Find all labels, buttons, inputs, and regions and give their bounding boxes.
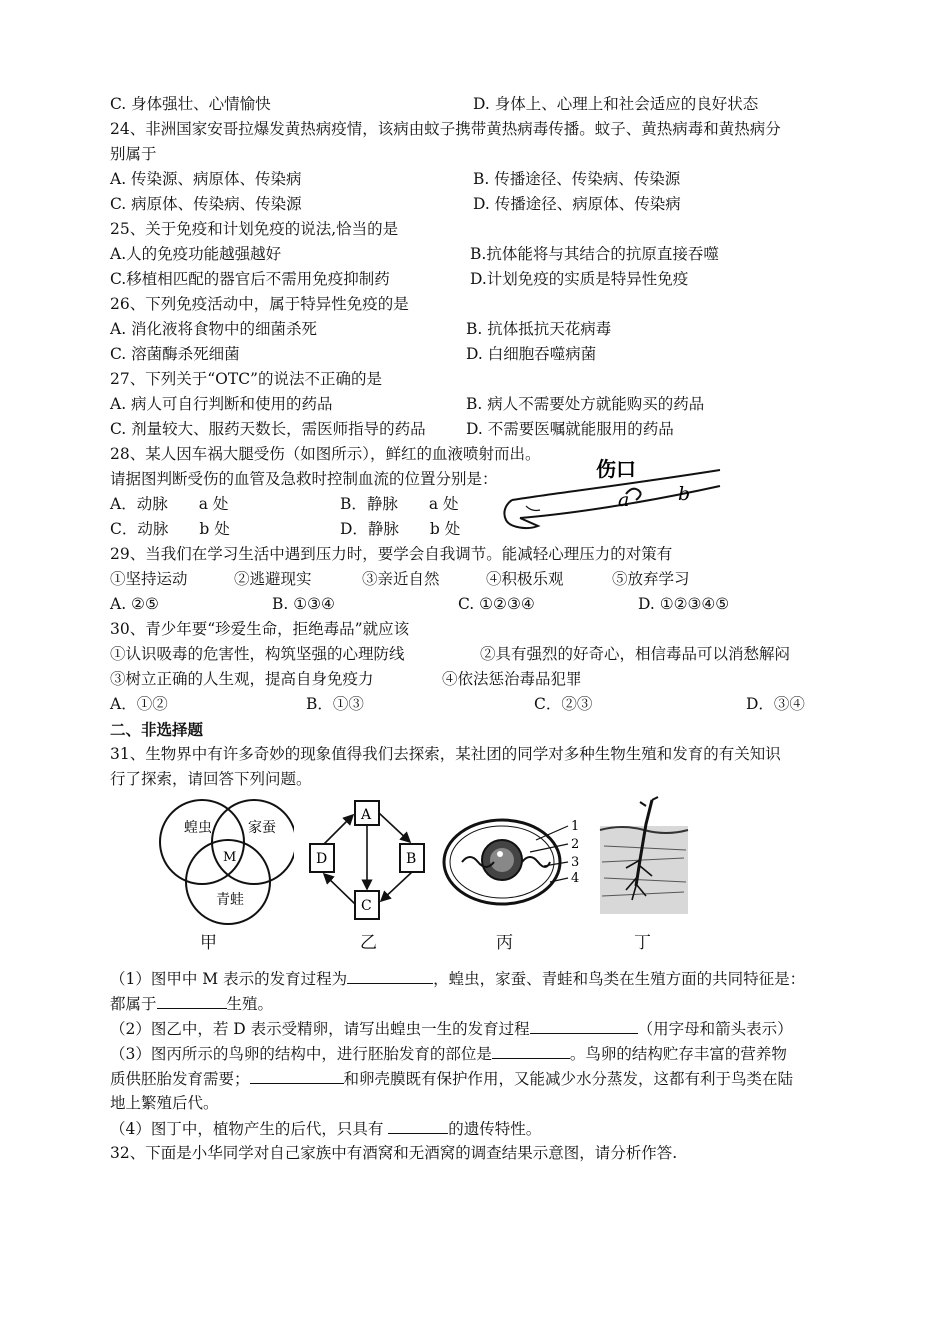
q28-stem-2: 请据图判断受伤的血管及急救时控制血流的位置分别是：	[110, 470, 498, 488]
figure-yi	[300, 796, 440, 964]
node-c: C	[361, 898, 372, 914]
q31-stem-2: 行了探索，请回答下列问题。	[110, 770, 312, 788]
figure-bing-label: 丙	[496, 933, 513, 953]
q29-statement-2: ②逃避现实	[234, 570, 312, 588]
q28-option-d: D．静脉 b 处	[340, 520, 461, 538]
exam-page	[110, 92, 850, 1166]
q29-statement-4: ④积极乐观	[486, 570, 564, 588]
figure-jia	[154, 796, 294, 964]
venn-label-1: 蝗虫	[184, 820, 212, 836]
q29-statement-1: ①坚持运动	[110, 570, 188, 588]
q26-option-d: D. 白细胞吞噬病菌	[466, 345, 597, 363]
q30-statement-1: ①认识吸毒的危害性，构筑坚强的心理防线	[110, 645, 405, 663]
q26-stem: 26、下列免疫活动中，属于特异性免疫的是	[110, 295, 409, 313]
q28-option-a: A．动脉 a 处	[110, 495, 229, 513]
answer-blank-5[interactable]	[250, 1066, 344, 1084]
q26-option-b: B. 抗体抵抗天花病毒	[466, 320, 612, 338]
figure-yi-label: 乙	[360, 933, 377, 953]
q23-option-c: C. 身体强壮、心情愉快	[110, 95, 271, 113]
q30-stem: 30、青少年要“珍爱生命，拒绝毒品”就应该	[110, 620, 410, 638]
q31-sub2-text-b: （用字母和箭头表示）	[637, 1020, 793, 1038]
q27-option-b: B. 病人不需要处方就能购买的药品	[466, 395, 705, 413]
q25-stem: 25、关于免疫和计划免疫的说法,恰当的是	[110, 220, 399, 238]
q31-sub3-line3: 地上繁殖后代。	[110, 1094, 219, 1112]
answer-blank-2[interactable]	[157, 991, 227, 1009]
q31-sub2-text-a: （2）图乙中，若 D 表示受精卵，请写出蝗虫一生的发育过程	[110, 1020, 530, 1038]
q24-option-b: B. 传播途径、传染病、传染源	[473, 170, 681, 188]
answer-blank-1[interactable]	[347, 966, 433, 984]
answer-blank-3[interactable]	[530, 1016, 638, 1034]
q25-option-b: B.抗体能将与其结合的抗原直接吞噬	[470, 245, 719, 263]
q31-sub1-text-b: ，蝗虫，家蚕、青蛙和鸟类在生殖方面的共同特征是：	[433, 970, 806, 988]
q29-statement-5: ⑤放弃学习	[612, 570, 690, 588]
q31-sub4-text-a: （4）图丁中，植物产生的后代，只具有	[110, 1120, 389, 1138]
q30-option-b: B．①③	[306, 695, 364, 713]
q30-option-c: C．②③	[534, 695, 593, 713]
q24-options-ab	[110, 167, 850, 192]
q31-sub1-line2	[110, 991, 850, 1016]
q30-option-d: D．③④	[746, 695, 805, 713]
q30-statement-2: ②具有强烈的好奇心，相信毒品可以消愁解闷	[480, 645, 791, 663]
q30-statements-12	[110, 642, 850, 667]
egg-label-3: 3	[571, 855, 580, 870]
bird-egg-diagram	[440, 796, 590, 926]
q28-options-cd	[110, 517, 850, 542]
q31-stem: 31、生物界中有许多奇妙的现象值得我们去探索，某社团的同学对多种生物生殖和发育的有关知识	[110, 745, 781, 763]
q30-options	[110, 692, 850, 717]
q31-sub3-text-b: 。鸟卵的结构贮存丰富的营养物	[569, 1045, 787, 1063]
q29-option-c: C. ①②③④	[458, 595, 535, 613]
venn-label-3: 青蛙	[216, 892, 244, 908]
node-a: A	[361, 807, 372, 823]
q31-sub1-text-a: （1）图甲中 M 表示的发育过程为	[110, 970, 348, 988]
q28-options-ab	[110, 492, 850, 517]
q31-sub3-line2	[110, 1066, 850, 1091]
q27-option-a: A. 病人可自行判断和使用的药品	[110, 395, 333, 413]
section-heading: 二、非选择题	[110, 720, 204, 739]
q28-option-b: B．静脉 a 处	[340, 495, 459, 513]
q23-option-d: D. 身体上、心理上和社会适应的良好状态	[473, 95, 759, 113]
leg-drawing	[498, 442, 728, 537]
q27-option-c: C. 剂量较大、服药天数长，需医师指导的药品	[110, 420, 426, 438]
q31-sub1-text-c: 都属于	[110, 995, 157, 1013]
q32-stem: 32、下面是小华同学对自己家族中有酒窝和无酒窝的调查结果示意图，请分析作答.	[110, 1144, 678, 1162]
q24-option-c: C. 病原体、传染病、传染源	[110, 195, 302, 213]
venn-center: M	[223, 850, 237, 865]
q23-options-cd	[110, 92, 850, 117]
plant-cutting-image	[596, 796, 692, 926]
q29-option-a: A. ②⑤	[110, 595, 159, 613]
venn-diagram	[154, 796, 294, 926]
q24-option-a: A. 传染源、病原体、传染病	[110, 170, 302, 188]
q29-option-d: D. ①②③④⑤	[638, 595, 730, 613]
q31-sub4-line	[110, 1116, 850, 1141]
q31-sub4-text-b: 的遗传特性。	[448, 1120, 542, 1138]
q31-sub3-text-d: 和卵壳膜既有保护作用，又能减少水分蒸发，这都有利于鸟类在陆	[343, 1070, 794, 1088]
q31-sub2-line	[110, 1016, 850, 1041]
q29-option-b: B. ①③④	[272, 595, 335, 613]
node-d: D	[316, 851, 328, 867]
cycle-diagram	[300, 796, 440, 926]
q24-stem: 24、非洲国家安哥拉爆发黄热病疫情，该病由蚊子携带黄热病毒传播。蚊子、黄热病毒和黄热病分	[110, 120, 781, 138]
q31-sub3-text-a: （3）图丙所示的鸟卵的结构中，进行胚胎发育的部位是	[110, 1045, 492, 1063]
egg-label-1: 1	[571, 819, 580, 834]
egg-label-4: 4	[571, 871, 580, 886]
venn-label-2: 家蚕	[248, 820, 276, 836]
q25-option-c: C.移植相匹配的器官后不需用免疫抑制药	[110, 270, 390, 288]
q27-stem: 27、下列关于“OTC”的说法不正确的是	[110, 370, 382, 388]
q31-sub3-text-c: 质供胚胎发育需要；	[110, 1070, 250, 1088]
figure-ding	[596, 796, 692, 964]
q29-statements	[110, 567, 850, 592]
figure-ding-label: 丁	[634, 933, 651, 953]
q24-options-cd	[110, 192, 850, 217]
q26-options-ab	[110, 317, 850, 342]
q25-options-ab	[110, 242, 850, 267]
q26-option-c: C. 溶菌酶杀死细菌	[110, 345, 240, 363]
q30-statements-34	[110, 667, 850, 692]
q31-sub1-line1	[110, 966, 850, 991]
q29-statement-3: ③亲近自然	[362, 570, 440, 588]
node-b: B	[406, 851, 417, 867]
q27-options-cd	[110, 417, 850, 442]
q28-option-c: C．动脉 b 处	[110, 520, 230, 538]
leg-point-a: a	[618, 489, 630, 511]
q24-option-d: D. 传播途径、病原体、传染病	[473, 195, 681, 213]
leg-wound-figure	[498, 442, 728, 537]
q31-figures	[110, 796, 850, 964]
figure-bing	[440, 796, 590, 964]
q26-option-a: A. 消化液将食物中的细菌杀死	[110, 320, 318, 338]
q24-stem-2: 别属于	[110, 145, 157, 163]
q27-option-d: D. 不需要医嘱就能服用的药品	[466, 420, 674, 438]
q25-option-d: D.计划免疫的实质是特异性免疫	[470, 270, 689, 288]
wound-label: 伤口	[596, 457, 636, 481]
q31-sub1-text-d: 生殖。	[226, 995, 274, 1013]
q30-statement-4: ④依法惩治毒品犯罪	[442, 670, 582, 688]
q26-options-cd	[110, 342, 850, 367]
q29-stem: 29、当我们在学习生活中遇到压力时，要学会自我调节。能减轻心理压力的对策有	[110, 545, 673, 563]
q28-stem: 28、某人因车祸大腿受伤（如图所示），鲜红的血液喷射而出。	[110, 445, 541, 463]
leg-point-b: b	[678, 483, 691, 505]
q30-option-a: A．①②	[110, 695, 168, 713]
q29-options	[110, 592, 850, 617]
q27-options-ab	[110, 392, 850, 417]
q25-option-a: A.人的免疫功能越强越好	[110, 245, 282, 263]
q25-options-cd	[110, 267, 850, 292]
answer-blank-4[interactable]	[492, 1041, 570, 1059]
q31-sub3-line1	[110, 1041, 850, 1066]
figure-jia-label: 甲	[200, 933, 217, 953]
answer-blank-6[interactable]	[388, 1116, 448, 1134]
egg-label-2: 2	[571, 837, 580, 852]
q30-statement-3: ③树立正确的人生观，提高自身免疫力	[110, 670, 374, 688]
